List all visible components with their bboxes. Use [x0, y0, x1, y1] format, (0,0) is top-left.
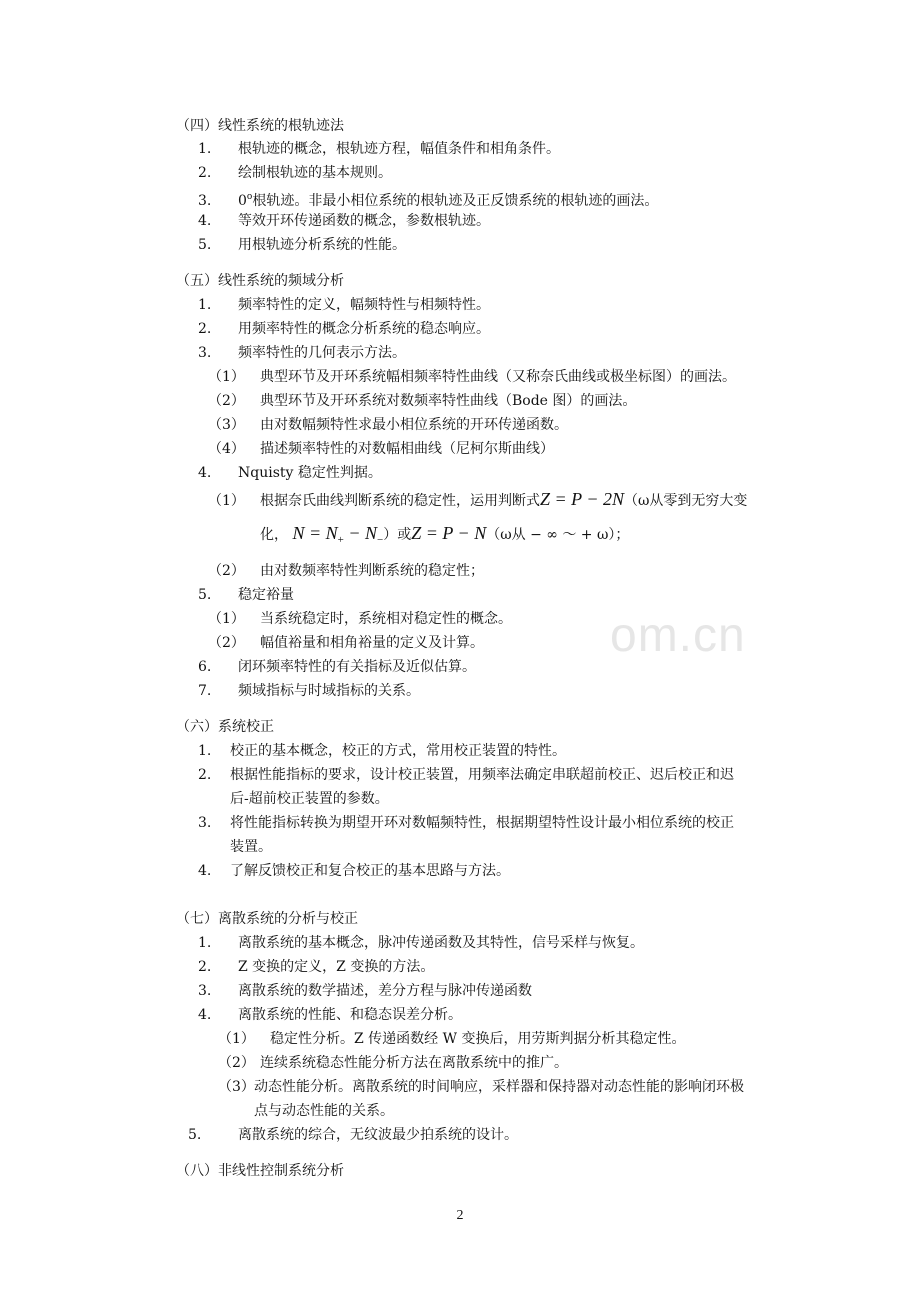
item-number: 6. — [198, 659, 212, 675]
item-text: 离散系统的数学描述，差分方程与脉冲传递函数 — [238, 983, 532, 999]
equation-n: $N = N_+ - N_-$ — [292, 523, 384, 546]
item-number: 7. — [198, 683, 212, 699]
list-item — [198, 464, 382, 482]
sub-list-item — [208, 368, 736, 386]
sub-item-number: （2） — [208, 393, 245, 409]
sub-list-item — [208, 562, 484, 580]
list-item — [198, 742, 566, 760]
sub-item-text: 典型环节及开环系统幅相频率特性曲线（又称奈氏曲线或极坐标图）的画法。 — [260, 369, 736, 385]
item-text: Nquisty 稳定性判据。 — [238, 465, 382, 481]
sub-item-text: 根据奈氏曲线判断系统的稳定性，运用判断式 — [260, 493, 540, 509]
list-item — [198, 212, 490, 230]
equation-z-p-n: Z = P − N — [411, 523, 487, 543]
list-item-continuation: 后-超前校正装置的参数。 — [230, 791, 389, 807]
sub-item-text: 当系统稳定时，系统相对稳定性的概念。 — [260, 611, 512, 627]
sub-list-item-continuation — [260, 522, 629, 551]
item-number: 1. — [198, 297, 212, 313]
sub-item-text: 稳定性分析。Z 传递函数经 W 变换后，用劳斯判据分析其稳定性。 — [270, 1031, 686, 1047]
list-item — [198, 586, 294, 604]
continuation-text: ）或 — [383, 527, 412, 543]
sub-list-item-continuation: 点与动态性能的关系。 — [254, 1103, 394, 1119]
list-item — [198, 236, 406, 254]
sub-item-number: （3） — [208, 417, 245, 433]
section-4-title: （四）线性系统的根轨迹法 — [176, 118, 344, 134]
sub-item-number: （1） — [208, 493, 245, 509]
sub-list-item — [218, 1030, 685, 1048]
item-number: 2. — [198, 321, 212, 337]
item-text: 用根轨迹分析系统的性能。 — [238, 237, 406, 253]
section-8-title: （八）非线性控制系统分析 — [176, 1163, 344, 1179]
section-6-title: （六）系统校正 — [176, 719, 274, 735]
item-text: 根据性能指标的要求，设计校正装置，用频率法确定串联超前校正、迟后校正和迟 — [230, 767, 734, 783]
item-number: 2. — [198, 959, 212, 975]
sub-list-item — [208, 440, 554, 458]
sub-list-item — [218, 1078, 744, 1096]
continuation-text: 化， — [260, 527, 288, 543]
item-number: 1. — [198, 141, 212, 157]
item-number: 2. — [198, 767, 212, 783]
list-item — [188, 1126, 518, 1144]
sub-list-item — [218, 1054, 568, 1072]
item-text: 离散系统的综合，无纹波最少拍系统的设计。 — [238, 1127, 518, 1143]
item-text: 根轨迹的概念，根轨迹方程，幅值条件和相角条件。 — [238, 141, 560, 157]
sub-item-number: （4） — [208, 441, 245, 457]
list-item — [198, 658, 476, 676]
sub-list-item — [208, 416, 568, 434]
sub-item-text: 典型环节及开环系统对数频率特性曲线（Bode 图）的画法。 — [260, 393, 637, 409]
item-number: 3. — [198, 983, 212, 999]
equation-z-p-2n: Z = P − 2N — [540, 489, 624, 509]
item-number: 3. — [198, 815, 212, 831]
section-7-title: （七）离散系统的分析与校正 — [176, 911, 358, 927]
item-text: Z 变换的定义，Z 变换的方法。 — [238, 959, 435, 975]
item-text: 离散系统的性能、和稳态误差分析。 — [238, 1007, 462, 1023]
sub-item-number: （2） — [208, 563, 245, 579]
sub-item-text-cont: （ω从零到无穷大变 — [623, 493, 748, 509]
item-number: 5. — [188, 1127, 202, 1143]
item-text: 频率特性的定义，幅频特性与相频特性。 — [238, 297, 490, 313]
sub-item-text: 由对数频率特性判断系统的稳定性； — [260, 563, 484, 579]
sub-list-item — [208, 634, 484, 652]
item-text: 频域指标与时域指标的关系。 — [238, 683, 420, 699]
sub-list-item — [208, 488, 747, 512]
sub-item-text: 动态性能分析。离散系统的时间响应，采样器和保持器对动态性能的影响闭环极 — [254, 1079, 744, 1095]
item-number: 1. — [198, 935, 212, 951]
list-item — [198, 320, 490, 338]
item-number: 5. — [198, 587, 212, 603]
list-item — [198, 344, 406, 362]
item-text: 了解反馈校正和复合校正的基本思路与方法。 — [230, 863, 510, 879]
sub-item-number: （1） — [208, 369, 245, 385]
list-item — [198, 862, 510, 880]
list-item — [198, 958, 434, 976]
list-item — [198, 1006, 462, 1024]
watermark: om.cn — [610, 609, 746, 662]
list-item — [198, 188, 658, 210]
sub-item-text: 连续系统稳态性能分析方法在离散系统中的推广。 — [260, 1055, 568, 1071]
list-item — [198, 766, 734, 784]
item-text: 频率特性的几何表示方法。 — [238, 345, 406, 361]
item-text: 等效开环传递函数的概念，参数根轨迹。 — [238, 213, 490, 229]
sub-item-number: （2） — [218, 1055, 255, 1071]
item-text: 稳定裕量 — [238, 587, 294, 603]
section-5-title: （五）线性系统的频域分析 — [176, 273, 344, 289]
item-number: 2. — [198, 165, 212, 181]
item-text: 将性能指标转换为期望开环对数幅频特性，根据期望特性设计最小相位系统的校正 — [230, 815, 734, 831]
item-number: 1. — [198, 743, 212, 759]
sub-item-text: 由对数幅频特性求最小相位系统的开环传递函数。 — [260, 417, 568, 433]
degree-sign: o — [246, 192, 253, 202]
sub-item-text: 幅值裕量和相角裕量的定义及计算。 — [260, 635, 484, 651]
degree-zero: 0 — [238, 193, 247, 209]
item-number: 4. — [198, 1007, 212, 1023]
sub-item-text: 描述频率特性的对数幅相曲线（尼柯尔斯曲线） — [260, 441, 554, 457]
list-item-continuation: 装置。 — [230, 839, 272, 855]
list-item — [198, 682, 420, 700]
item-number: 3. — [198, 193, 212, 209]
continuation-text: （ω从 − ∞ ～ + ω）； — [486, 527, 630, 543]
item-text: 校正的基本概念，校正的方式，常用校正装置的特性。 — [230, 743, 566, 759]
sub-list-item — [208, 610, 512, 628]
item-text: 根轨迹。非最小相位系统的根轨迹及正反馈系统的根轨迹的画法。 — [252, 193, 659, 209]
item-text: 离散系统的基本概念，脉冲传递函数及其特性，信号采样与恢复。 — [238, 935, 644, 951]
page-number: 2 — [456, 1208, 464, 1223]
list-item — [198, 934, 644, 952]
sub-item-number: （1） — [208, 611, 245, 627]
list-item — [198, 164, 392, 182]
item-number: 5. — [198, 237, 212, 253]
list-item — [198, 296, 490, 314]
item-number: 4. — [198, 465, 212, 481]
list-item — [198, 814, 734, 832]
sub-item-number: （2） — [208, 635, 245, 651]
item-number: 4. — [198, 863, 212, 879]
sub-list-item — [208, 392, 636, 410]
item-number: 3. — [198, 345, 212, 361]
item-text: 用频率特性的概念分析系统的稳态响应。 — [238, 321, 490, 337]
list-item — [198, 140, 560, 158]
item-text: 闭环频率特性的有关指标及近似估算。 — [238, 659, 476, 675]
item-number: 4. — [198, 213, 212, 229]
sub-item-number: （3） — [218, 1079, 255, 1095]
item-text: 绘制根轨迹的基本规则。 — [238, 165, 392, 181]
sub-item-number: （1） — [218, 1031, 255, 1047]
list-item — [198, 982, 532, 1000]
